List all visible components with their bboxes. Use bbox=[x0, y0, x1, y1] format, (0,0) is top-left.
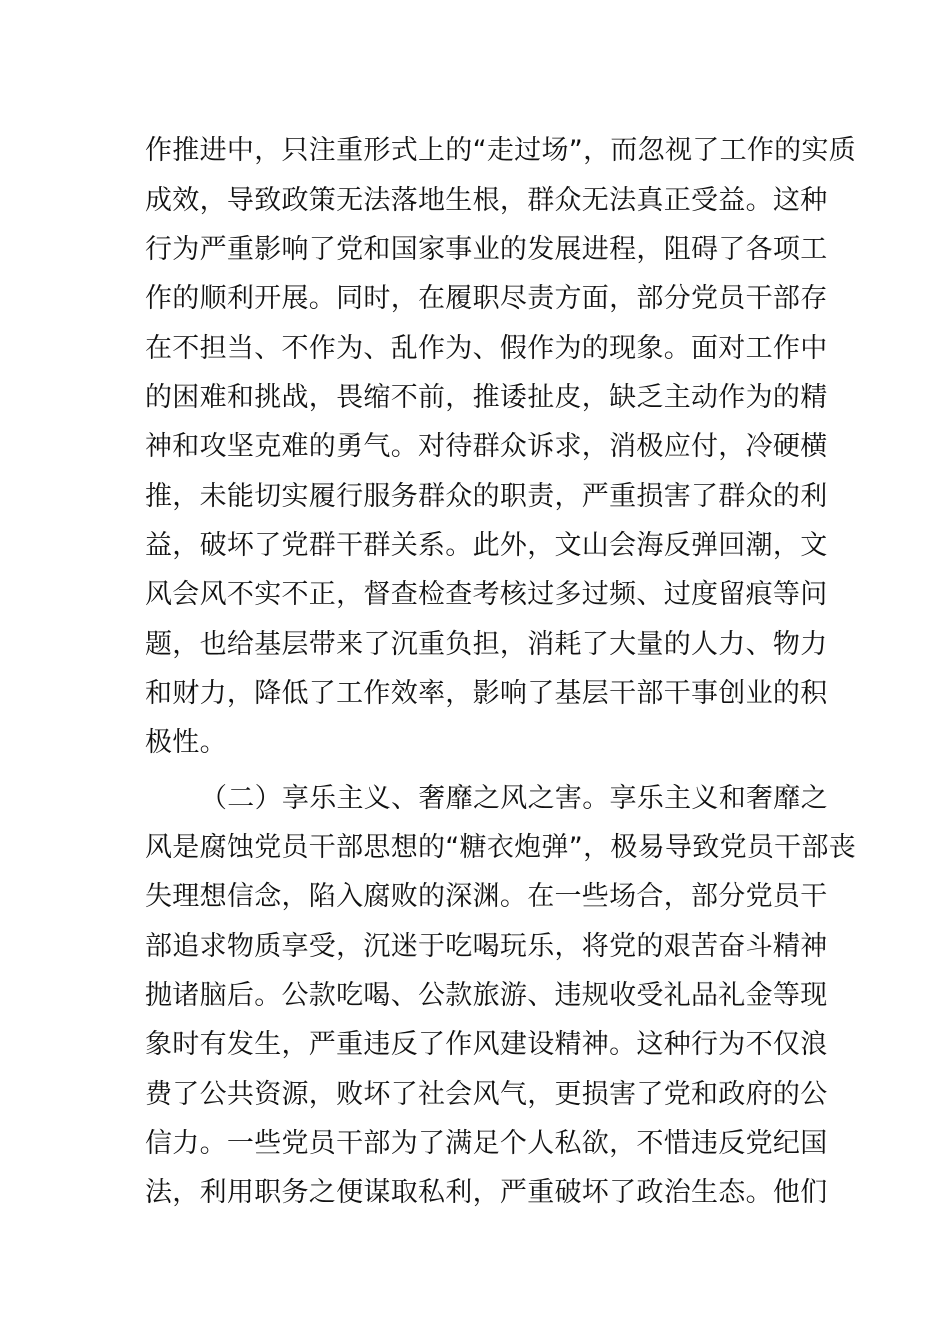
text-line: 和财力，降低了工作效率，影响了基层干部干事创业的积 bbox=[145, 678, 828, 709]
section-heading-line: （二）享乐主义、奢靡之风之害。享乐主义和奢靡之 bbox=[200, 783, 828, 814]
text-line: 费了公共资源，败坏了社会风气，更损害了党和政府的公 bbox=[145, 1079, 828, 1110]
text-line: 法，利用职务之便谋取私利，严重破坏了政治生态。他们 bbox=[145, 1177, 828, 1208]
text-line: 成效，导致政策无法落地生根，群众无法真正受益。这种 bbox=[145, 185, 828, 216]
text-line: 益，破坏了党群干群关系。此外，文山会海反弹回潮，文 bbox=[145, 530, 828, 561]
text-line: 推，未能切实履行服务群众的职责，严重损害了群众的利 bbox=[145, 481, 828, 512]
text-line: 信力。一些党员干部为了满足个人私欲，不惜违反党纪国 bbox=[145, 1128, 828, 1159]
text-line: 象时有发生，严重违反了作风建设精神。这种行为不仅浪 bbox=[145, 1029, 828, 1060]
text-line: 风是腐蚀党员干部思想的“糖衣炮弹”，极易导致党员干部丧 bbox=[145, 832, 857, 863]
text-line: 作的顺利开展。同时，在履职尽责方面，部分党员干部存 bbox=[145, 283, 828, 314]
text-line: 作推进中，只注重形式上的“走过场”，而忽视了工作的实质 bbox=[145, 135, 857, 166]
text-line: 极性。 bbox=[145, 727, 227, 758]
text-line: 部追求物质享受，沉迷于吃喝玩乐，将党的艰苦奋斗精神 bbox=[145, 931, 828, 962]
text-line: 在不担当、不作为、乱作为、假作为的现象。面对工作中 bbox=[145, 333, 828, 364]
text-line: 失理想信念，陷入腐败的深渊。在一些场合，部分党员干 bbox=[145, 881, 828, 912]
text-line: 题，也给基层带来了沉重负担，消耗了大量的人力、物力 bbox=[145, 629, 828, 660]
text-line: 风会风不实不正，督查检查考核过多过频、过度留痕等问 bbox=[145, 579, 828, 610]
text-line: 神和攻坚克难的勇气。对待群众诉求，消极应付，冷硬横 bbox=[145, 431, 828, 462]
text-line: 抛诸脑后。公款吃喝、公款旅游、违规收受礼品礼金等现 bbox=[145, 980, 828, 1011]
text-line: 的困难和挑战，畏缩不前，推诿扯皮，缺乏主动作为的精 bbox=[145, 382, 828, 413]
text-line: 行为严重影响了党和国家事业的发展进程，阻碍了各项工 bbox=[145, 234, 828, 265]
